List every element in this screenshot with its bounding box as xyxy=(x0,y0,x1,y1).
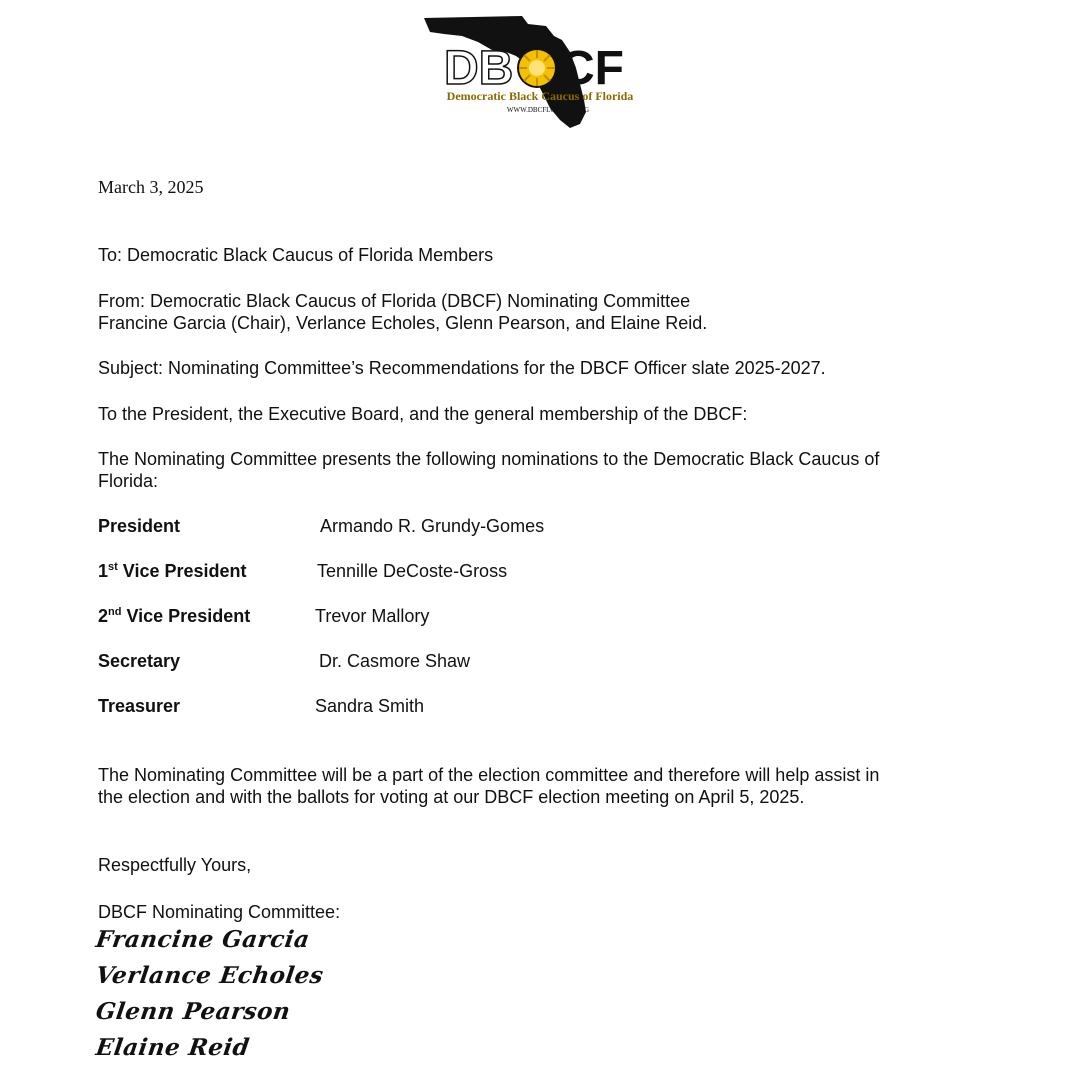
signature: Glenn Pearson xyxy=(94,998,293,1025)
subject-line: Subject: Nominating Committee’s Recommendations for the DBCF Officer slate 2025-2027. xyxy=(98,358,826,378)
slate-nominee: Sandra Smith xyxy=(315,696,425,716)
slate-nominee: Tennille DeCoste-Gross xyxy=(317,561,508,581)
logo-website: WWW.DBCFLORIDA.ORG xyxy=(506,106,590,114)
slate-role: Treasurer xyxy=(98,696,181,716)
sun-icon xyxy=(518,49,556,87)
letter-date: March 3, 2025 xyxy=(98,177,204,197)
slate-nominee: Trevor Mallory xyxy=(315,606,430,626)
slate-role: Secretary xyxy=(98,651,181,671)
signature: Francine Garcia xyxy=(94,926,312,953)
closing-line: the election and with the ballots for voting at our DBCF election meeting on April 5, 2025. xyxy=(98,787,805,807)
slate-row-first-vice-president xyxy=(98,560,978,584)
valediction: Respectfully Yours, xyxy=(98,855,252,875)
slate-role: President xyxy=(98,516,181,536)
slate-nominee: Armando R. Grundy-Gomes xyxy=(320,516,545,536)
closing-line: The Nominating Committee will be a part of the election committee and therefore will help assist in xyxy=(98,765,880,785)
slate-nominee: Dr. Casmore Shaw xyxy=(319,651,471,671)
intro-paragraph xyxy=(98,448,978,492)
intro-line: Florida: xyxy=(98,471,159,491)
intro-line: The Nominating Committee presents the following nominations to the Democratic Black Caucus of xyxy=(98,449,880,469)
slate-row-treasurer xyxy=(98,695,978,719)
logo-letters-db: DB xyxy=(444,42,514,95)
signature: Verlance Echoles xyxy=(94,962,326,989)
recipient-line: To: Democratic Black Caucus of Florida Members xyxy=(98,245,494,265)
slate-role: 2nd Vice President xyxy=(98,606,251,626)
sender-line: From: Democratic Black Caucus of Florida (DBCF) Nominating Committee xyxy=(98,291,691,311)
dbcf-logo xyxy=(420,12,660,132)
slate-row-second-vice-president xyxy=(98,605,978,629)
slate-row-president xyxy=(98,515,978,539)
signature: Elaine Reid xyxy=(94,1034,252,1061)
committee-members-line: Francine Garcia (Chair), Verlance Echoles, Glenn Pearson, and Elaine Reid. xyxy=(98,313,708,333)
slate-row-secretary xyxy=(98,650,978,674)
logo-letters-cf: CF xyxy=(560,42,624,95)
closing-paragraph xyxy=(98,764,978,808)
salutation-line: To the President, the Executive Board, and the general membership of the DBCF: xyxy=(98,404,748,424)
sender-block xyxy=(98,290,978,334)
slate-role: 1st Vice President xyxy=(98,561,247,581)
logo-tagline: Democratic Black Caucus of Florida xyxy=(446,89,634,103)
signature-block-label: DBCF Nominating Committee: xyxy=(98,902,341,922)
